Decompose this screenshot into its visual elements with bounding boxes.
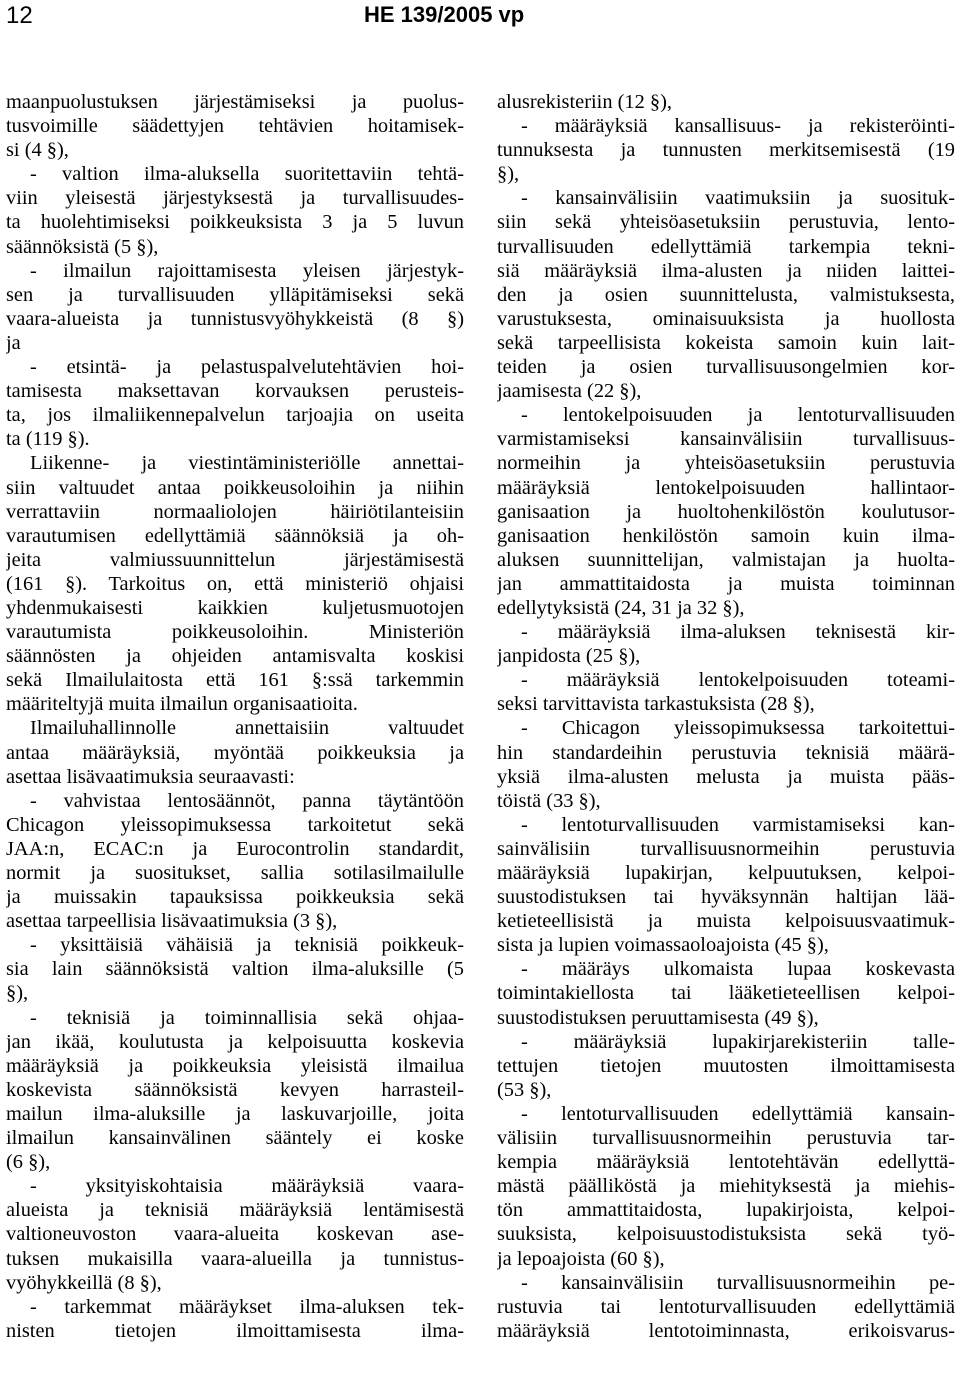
- text-line: - määräys ulkomaista lupaa koskevasta: [521, 958, 955, 981]
- text-line: ta huolehtimiseksi poikkeuksista 3 ja 5 luvun: [6, 211, 464, 234]
- text-line: (53 §),: [497, 1078, 552, 1101]
- text-line: turvallisuuden edellyttämiä tarkempia tekni-: [497, 235, 955, 258]
- text-line: - määräyksiä kansallisuus- ja rekisteröinti-: [521, 115, 955, 138]
- text-line: toimintakiellosta tai lääketieteellisen kelpoi-: [497, 982, 955, 1005]
- text-line: vyöhykkeillä (8 §),: [6, 1271, 162, 1294]
- text-line: - määräyksiä lupakirjarekisteriin talle-: [521, 1030, 955, 1053]
- text-line: Ilmailuhallinnolle annettaisiin valtuudet: [30, 717, 464, 740]
- text-line: valtioneuvoston vaara-alueita koskevan ase-: [6, 1223, 464, 1246]
- text-line: koskevista säännöksistä kevyen harrasteil-: [6, 1078, 464, 1101]
- text-line: - etsintä- ja pelastuspalvelutehtävien hoi-: [30, 356, 464, 379]
- text-line: si (4 §),: [6, 139, 69, 162]
- text-line: - ilmailun rajoittamisesta yleisen järjestyk-: [30, 259, 464, 282]
- text-line: vaara-alueista ja tunnistusvyöhykkeistä (8 §): [6, 307, 464, 330]
- text-line: JAA:n, ECAC:n ja Eurocontrolin standardit,: [6, 837, 464, 860]
- text-line: ganisaation henkilöstön samoin kuin ilma-: [497, 524, 955, 547]
- text-line: mästä päälliköstä ja miehityksestä ja miehis-: [497, 1175, 955, 1198]
- text-line: - lentoturvallisuuden varmistamiseksi kan-: [521, 813, 955, 836]
- text-line: - yksityiskohtaisia määräyksiä vaara-: [30, 1175, 464, 1198]
- text-line: - lentokelpoisuuden ja lentoturvallisuuden: [521, 404, 955, 427]
- text-line: maanpuolustuksen järjestämiseksi ja puolus-: [6, 91, 464, 113]
- text-line: - valtion ilma-aluksella suoritettaviin tehtä-: [30, 163, 464, 186]
- text-line: tunnuksesta ja tunnusten merkitsemisestä (19: [497, 139, 955, 162]
- text-line: suustodistuksen tai hyväksynnän haltijan lää-: [497, 886, 955, 909]
- text-line: säännöksistä (5 §),: [6, 235, 159, 258]
- text-line: - Chicagon yleissopimuksessa tarkoitettui-: [521, 717, 955, 740]
- text-line: (6 §),: [6, 1151, 51, 1174]
- text-line: - vahvistaa lentosäännöt, panna täytäntöön: [30, 789, 464, 812]
- text-line: sekä Ilmailulaitosta että 161 §:ssä tarkemmin: [6, 669, 464, 692]
- left-text-column: [6, 90, 464, 1343]
- text-line: tusvoimille säädettyjen tehtävien hoitamisek-: [6, 115, 464, 138]
- text-line: ilmailun kansainvälinen sääntely ei koske: [6, 1127, 464, 1150]
- text-line: nisten tietojen ilmoittamisesta ilma-: [6, 1319, 464, 1342]
- text-line: §),: [497, 163, 520, 186]
- text-line: rustuvia tai lentoturvallisuuden edellyttämiä: [497, 1295, 955, 1318]
- text-line: asettaa lisävaatimuksia seuraavasti:: [6, 765, 295, 788]
- text-line: määräyksiä lentokelpoisuuden hallintaor-: [497, 476, 955, 499]
- text-line: janpidosta (25 §),: [497, 645, 641, 668]
- text-line: sen ja turvallisuuden ylläpitämiseksi sekä: [6, 283, 464, 306]
- text-line: ta (119 §).: [6, 428, 90, 451]
- text-line: varmistamiseksi kansainvälisiin turvallisuus-: [497, 428, 955, 451]
- text-line: ja lepoajoista (60 §),: [497, 1247, 665, 1270]
- document-id: HE 139/2005 vp: [364, 2, 525, 27]
- text-line: määräyksiä lupakirjan, kelpuutuksen, kelpoi-: [497, 862, 955, 884]
- text-line: alueista ja teknisiä määräyksiä lentämisestä: [6, 1199, 464, 1222]
- text-line: määriteltyjä muita ilmailun organisaatioita.: [6, 693, 358, 716]
- text-line: aluksen suunnittelijan, valmistajan ja huolta-: [497, 548, 955, 571]
- text-line: antaa määräyksiä, myöntää poikkeuksia ja: [6, 741, 464, 764]
- text-line: verrattaviin normaaliolojen häiriötilanteisiin: [6, 500, 464, 523]
- text-line: varustuksesta, ominaisuuksista ja huollosta: [497, 307, 955, 330]
- text-line: yhdenmukaisesti kaikkien kuljetusmuotojen: [6, 596, 464, 619]
- text-line: - kansainvälisiin turvallisuusnormeihin pe-: [521, 1271, 955, 1294]
- text-line: ja muissakin tapauksissa poikkeuksia sekä: [6, 886, 464, 909]
- text-line: säännösten ja ohjeiden antamisvalta koskisi: [6, 645, 464, 668]
- text-line: Chicagon yleissopimuksessa tarkoitetut sekä: [6, 813, 464, 836]
- text-line: määräyksiä lentotoiminnasta, erikoisvarus-: [497, 1319, 955, 1342]
- text-line: normit ja suositukset, sallia sotilasilmailulle: [6, 862, 464, 884]
- text-line: normeihin ja yhteisöasetuksiin perustuvia: [497, 452, 955, 475]
- right-text-column: [497, 90, 955, 1343]
- text-line: tön ammattitaidosta, lupakirjoista, kelpoi-: [497, 1199, 955, 1222]
- text-line: asettaa tarpeellisia lisävaatimuksia (3 §),: [6, 910, 338, 933]
- text-line: Liikenne- ja viestintäministeriölle annettai-: [30, 452, 464, 475]
- text-line: ganisaation ja huoltohenkilöstön koulutusor-: [497, 500, 955, 523]
- text-line: jan ikää, koulutusta ja kelpoisuutta koskevia: [6, 1030, 464, 1053]
- text-line: alusrekisteriin (12 §),: [497, 91, 672, 113]
- text-line: §),: [6, 982, 29, 1005]
- text-line: jaamisesta (22 §),: [497, 380, 642, 403]
- text-line: jan ammattitaidosta ja muista toiminnan: [497, 572, 955, 595]
- text-line: - yksittäisiä vähäisiä ja teknisiä poikkeuk-: [30, 934, 464, 957]
- text-line: sainvälisiin turvallisuusnormeihin perustuvia: [497, 837, 955, 860]
- text-line: den ja osien suunnittelusta, valmistuksesta,: [497, 283, 955, 306]
- text-line: sia lain säännöksistä valtion ilma-aluksille (5: [6, 958, 464, 981]
- text-line: - määräyksiä lentokelpoisuuden toteami-: [521, 669, 955, 692]
- text-line: yksiä ilma-alusten melusta ja muista pääs-: [497, 765, 955, 788]
- text-line: seksi tarvittavista tarkastuksista (28 §),: [497, 693, 815, 716]
- text-line: teiden ja osien turvallisuusongelmien kor-: [497, 356, 955, 379]
- text-line: - määräyksiä ilma-aluksen teknisestä kir-: [521, 621, 955, 644]
- text-line: tamisesta maksettavan korvauksen perusteis-: [6, 380, 464, 403]
- text-line: sekä tarpeellisista kokeista samoin kuin lait-: [497, 331, 955, 354]
- text-line: sista ja lupien voimassaoloajoista (45 §),: [497, 934, 829, 957]
- text-line: (161 §). Tarkoitus on, että ministeriö ohjaisi: [6, 572, 464, 595]
- text-line: mailun ilma-aluksille ja laskuvarjoille, joita: [6, 1102, 464, 1125]
- text-line: ketieteellisistä ja muista kelpoisuusvaatimuk-: [497, 910, 955, 933]
- page-header: [0, 0, 960, 34]
- text-line: ja: [6, 331, 21, 354]
- text-line: - kansainvälisiin vaatimuksiin ja suosituk-: [521, 187, 955, 210]
- text-line: - teknisiä ja toiminnallisia sekä ohjaa-: [30, 1006, 464, 1029]
- text-line: suuksista, kelpoisuustodistuksista sekä työ-: [497, 1223, 955, 1246]
- text-line: ta, jos ilmaliikennepalvelun tarjoajia on useita: [6, 404, 464, 427]
- page-number: 12: [6, 2, 33, 29]
- text-line: edellytyksistä (24, 31 ja 32 §),: [497, 596, 745, 619]
- text-line: suustodistuksen peruuttamisesta (49 §),: [497, 1006, 819, 1029]
- text-line: määräyksiä ja poikkeuksia yleisistä ilmailua: [6, 1054, 464, 1077]
- text-line: tuksen mukaisilla vaara-alueilla ja tunnistus-: [6, 1247, 464, 1270]
- text-line: välisiin turvallisuusnormeihin perustuvia tar-: [497, 1127, 955, 1150]
- text-line: - tarkemmat määräykset ilma-aluksen tek-: [30, 1295, 464, 1318]
- text-line: - lentoturvallisuuden edellyttämiä kansain-: [521, 1102, 955, 1125]
- text-line: varautumista poikkeusoloihin. Ministeriön: [6, 621, 464, 644]
- text-line: siin sekä yhteisöasetuksiin perustuvia, lento-: [497, 211, 955, 234]
- text-line: siin valtuudet antaa poikkeusoloihin ja niihin: [6, 476, 464, 499]
- text-line: töistä (33 §),: [497, 789, 601, 812]
- text-line: jeita valmiussuunnittelun järjestämisestä: [6, 548, 464, 571]
- text-line: viin yleisestä järjestyksestä ja turvallisuudes-: [6, 187, 464, 210]
- text-line: tettujen tietojen muutosten ilmoittamisesta: [497, 1054, 955, 1077]
- text-line: varautumisen edellyttämiä säännöksiä ja oh-: [6, 524, 464, 547]
- text-line: kempia määräyksiä lentotehtävän edellyttä-: [497, 1151, 955, 1174]
- text-line: hin standardeihin perustuvia teknisiä määrä-: [497, 741, 955, 764]
- text-line: siä määräyksiä ilma-alusten ja niiden laittei-: [497, 259, 955, 282]
